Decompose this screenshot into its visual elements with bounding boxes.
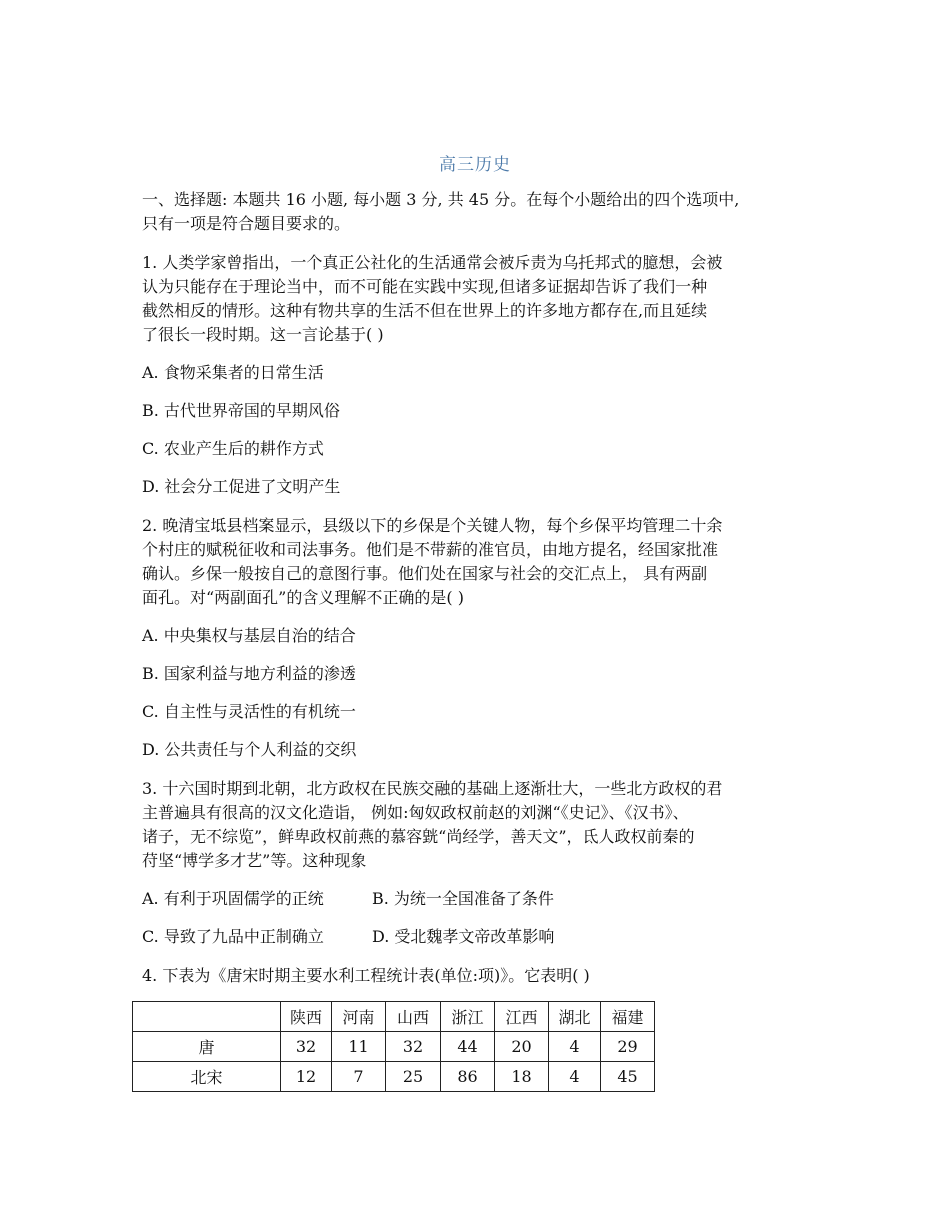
- question-3-option-a: A. 有利于巩固儒学的正统: [142, 889, 324, 908]
- table-cell: 北宋: [133, 1062, 281, 1092]
- text-line: 一、选择题: 本题共 16 小题, 每小题 3 分, 共 45 分。在每个小题给出的四个选项中,: [142, 190, 740, 209]
- question-1-option-d: D. 社会分工促进了文明产生: [142, 477, 341, 496]
- question-2-option-b: B. 国家利益与地方利益的渗透: [142, 664, 356, 683]
- text-line: 主普遍具有很高的汉文化造诣， 例如:匈奴政权前赵的刘渊“《史记》、《汉书》、: [142, 803, 689, 822]
- question-1-option-b: B. 古代世界帝国的早期风俗: [142, 401, 340, 420]
- text-line: 只有一项是符合题目要求的。: [142, 214, 351, 233]
- text-line: 截然相反的情形。这种有物共享的生活不但在世界上的许多地方都存在,而且延续: [142, 301, 708, 320]
- table-header-cell: 陕西: [281, 1002, 332, 1032]
- table-header-cell: [133, 1002, 281, 1032]
- question-3-stem: [142, 777, 832, 873]
- text-line: 苻坚“博学多才艺”等。这种现象: [142, 851, 367, 870]
- table-cell: 29: [601, 1032, 655, 1062]
- question-1-stem: [142, 251, 832, 347]
- table-cell: 45: [601, 1062, 655, 1092]
- table-cell: 7: [332, 1062, 386, 1092]
- table-cell: 32: [281, 1032, 332, 1062]
- irrigation-statistics-table: [132, 1001, 655, 1092]
- table-cell: 32: [386, 1032, 441, 1062]
- question-1-option-a: A. 食物采集者的日常生活: [142, 363, 324, 382]
- text-line: 个村庄的赋税征收和司法事务。他们是不带薪的准官员，由地方提名，经国家批准: [142, 540, 719, 559]
- question-3-option-d: D. 受北魏孝文帝改革影响: [372, 927, 555, 946]
- text-line: 4. 下表为《唐宋时期主要水利工程统计表(单位:项)》。它表明( ): [142, 966, 590, 985]
- question-4-stem: [142, 964, 832, 988]
- table-row: [133, 1032, 655, 1062]
- table-header-cell: 湖北: [549, 1002, 601, 1032]
- table-cell: 4: [549, 1062, 601, 1092]
- text-line: 面孔。对“两副面孔”的含义理解不正确的是( ): [142, 588, 464, 607]
- table-cell: 12: [281, 1062, 332, 1092]
- table-cell: 25: [386, 1062, 441, 1092]
- table-header-cell: 河南: [332, 1002, 386, 1032]
- text-line: 3. 十六国时期到北朝，北方政权在民族交融的基础上逐渐壮大，一些北方政权的君: [142, 779, 723, 798]
- question-1-option-c: C. 农业产生后的耕作方式: [142, 439, 324, 458]
- table-cell: 唐: [133, 1032, 281, 1062]
- question-2-stem: [142, 514, 832, 610]
- table-cell: 18: [495, 1062, 549, 1092]
- text-line: 了很长一段时期。这一言论基于( ): [142, 325, 384, 344]
- table-cell: 20: [495, 1032, 549, 1062]
- question-2-option-c: C. 自主性与灵活性的有机统一: [142, 702, 356, 721]
- page-title: 高三历史: [439, 155, 511, 175]
- text-line: 2. 晚清宝坻县档案显示，县级以下的乡保是个关键人物，每个乡保平均管理二十余: [142, 516, 723, 535]
- table-cell: 44: [441, 1032, 495, 1062]
- text-line: 认为只能存在于理论当中，而不可能在实践中实现,但诸多证据却告诉了我们一种: [142, 277, 708, 296]
- table-cell: 11: [332, 1032, 386, 1062]
- question-3-option-b: B. 为统一全国准备了条件: [372, 889, 554, 908]
- table-header-row: [133, 1002, 655, 1032]
- question-2-option-a: A. 中央集权与基层自治的结合: [142, 626, 356, 645]
- table-header-cell: 浙江: [441, 1002, 495, 1032]
- table-header-cell: 山西: [386, 1002, 441, 1032]
- question-2-option-d: D. 公共责任与个人利益的交织: [142, 740, 357, 759]
- text-line: 确认。乡保一般按自己的意图行事。他们处在国家与社会的交汇点上， 具有两副: [142, 564, 708, 583]
- table-header-cell: 福建: [601, 1002, 655, 1032]
- section-instructions: [142, 188, 832, 236]
- text-line: 诸子，无不综览”，鲜卑政权前燕的慕容皝“尚经学，善天文”，氐人政权前秦的: [142, 827, 695, 846]
- table-row: [133, 1062, 655, 1092]
- table-header-cell: 江西: [495, 1002, 549, 1032]
- table-cell: 86: [441, 1062, 495, 1092]
- table-cell: 4: [549, 1032, 601, 1062]
- question-3-option-c: C. 导致了九品中正制确立: [142, 927, 324, 946]
- text-line: 1. 人类学家曾指出，一个真正公社化的生活通常会被斥责为乌托邦式的臆想，会被: [142, 253, 723, 272]
